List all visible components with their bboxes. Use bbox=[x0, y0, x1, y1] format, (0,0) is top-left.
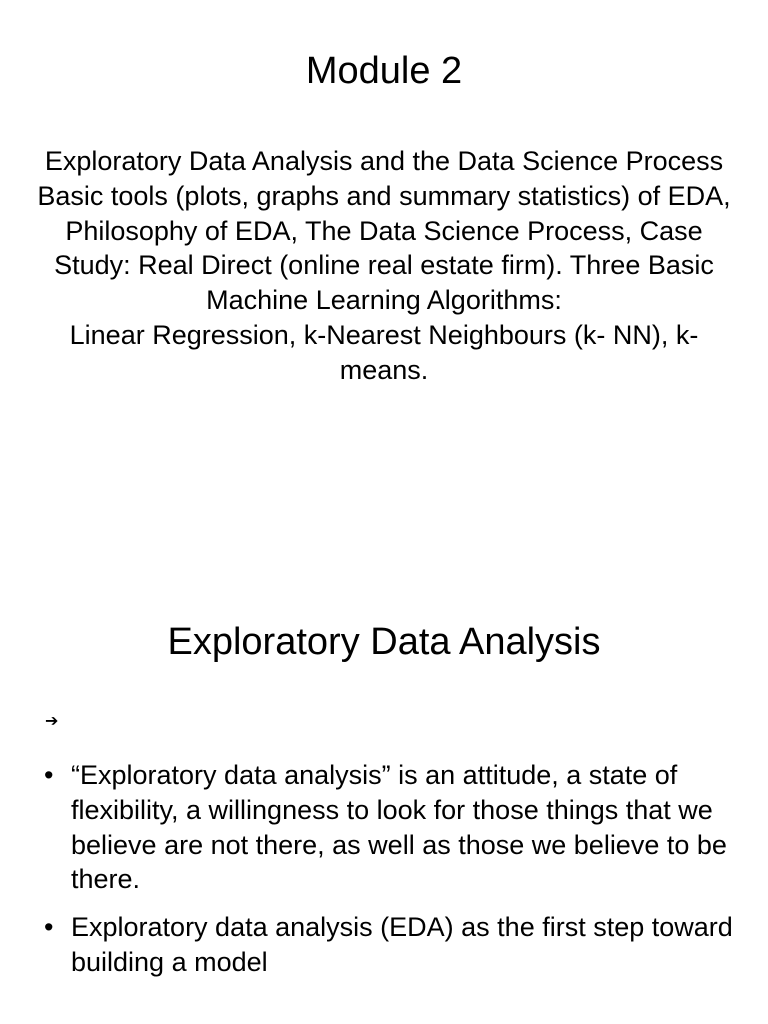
paragraph-basic-tools: Basic tools (plots, graphs and summary statistics) of EDA, Philosophy of EDA, The Data Science Process, Case Study: Real Direct (online real estate firm). Three Basic Machine Learning Algorithms: bbox=[37, 180, 731, 316]
bullet-text: “Exploratory data analysis” is an attitude, a state of flexibility, a willingness to look for those things that we believe are not there, as well as those we believe to be there. bbox=[71, 760, 727, 895]
bullet-text: Exploratory data analysis (EDA) as the first step toward building a model bbox=[71, 912, 733, 977]
bullet-list bbox=[0, 758, 768, 993]
arrow-icon: ➔ bbox=[45, 713, 59, 730]
paragraph-algorithms: Linear Regression, k-Nearest Neighbours (k- NN), k-means. bbox=[69, 319, 699, 385]
list-item bbox=[0, 910, 768, 980]
bullet-icon: • bbox=[44, 760, 54, 790]
paragraph-eda-and-process: Exploratory Data Analysis and the Data Science Process bbox=[44, 146, 724, 176]
slide-exploratory-data-analysis bbox=[0, 512, 768, 1024]
slide-body bbox=[34, 144, 734, 388]
slide-title: Exploratory Data Analysis bbox=[167, 621, 601, 663]
bullet-icon: • bbox=[44, 912, 54, 943]
list-item bbox=[0, 758, 768, 897]
slide-title: Module 2 bbox=[305, 50, 463, 92]
